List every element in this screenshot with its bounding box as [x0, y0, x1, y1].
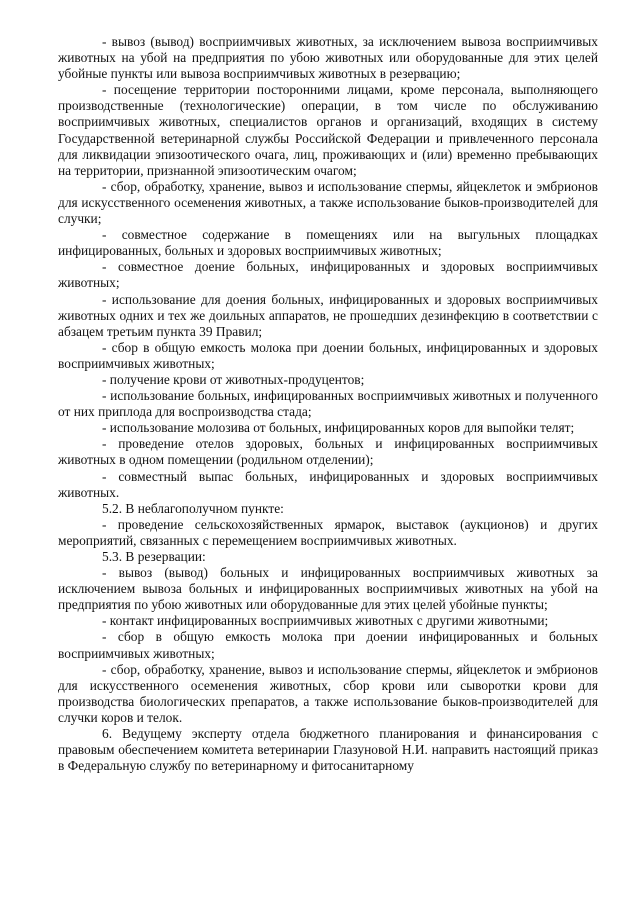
paragraph-item: - сбор, обработку, хранение, вывоз и использование спермы, яйцеклеток и эмбрионов для искусственного осеменения животных, сбор крови или сыворотки крови для производства биологических препаратов, а также использование быков-производителей для случки коров и телок. — [58, 661, 598, 725]
paragraph-item: - проведение сельскохозяйственных ярмарок, выставок (аукционов) и других мероприятий, связанных с перемещением восприимчивых животных. — [58, 516, 598, 548]
paragraph-item: - сбор в общую емкость молока при доении больных, инфицированных и здоровых восприимчивых животных; — [58, 339, 598, 371]
document-body — [58, 34, 598, 774]
paragraph-item: - посещение территории посторонними лицами, кроме персонала, выполняющего производственные (технологические) операции, в том числе по обслуживанию восприимчивых животных, специалистов органов и организаций, входящих в систему Государственной ветеринарной службы Российской Федерации и привлеченного персонала для ликвидации эпизоотического очага, лиц, проживающих и (или) временно пребывающих на территории, признанной эпизоотическим очагом; — [58, 82, 598, 178]
section-heading: 5.2. В неблагополучном пункте: — [102, 500, 284, 516]
paragraph-item: - совместное содержание в помещениях или на выгульных площадках инфицированных, больных и здоровых восприимчивых животных; — [58, 227, 598, 259]
paragraph-item: - использование больных, инфицированных восприимчивых животных и полученного от них приплода для воспроизводства стада; — [58, 388, 598, 420]
order-paragraph: 6. Ведущему эксперту отдела бюджетного планирования и финансирования с правовым обеспечением комитета ветеринарии Глазуновой Н.И. направить настоящий приказ в Федеральную службу по ветеринарному и фитосанитарному — [58, 726, 598, 774]
paragraph-item: - совместное доение больных, инфицированных и здоровых восприимчивых животных; — [58, 259, 598, 291]
paragraph-item: - совместный выпас больных, инфицированных и здоровых восприимчивых животных. — [58, 468, 598, 500]
paragraph-item: - сбор, обработку, хранение, вывоз и использование спермы, яйцеклеток и эмбрионов для искусственного осеменения животных, а также использование быков-производителей для случки; — [58, 178, 598, 227]
paragraph-item: - контакт инфицированных восприимчивых животных с другими животными; — [102, 613, 549, 629]
paragraph-item: - получение крови от животных-продуцентов; — [102, 371, 365, 387]
section-heading: 5.3. В резервации: — [102, 549, 206, 564]
paragraph-item: - использование для доения больных, инфицированных и здоровых восприимчивых животных одних и тех же доильных аппаратов, не прошедших дезинфекцию в соответствии с абзацем третьим пункта 39 Правил; — [58, 291, 598, 339]
paragraph-item: - вывоз (вывод) восприимчивых животных, за исключением вывоза восприимчивых животных на убой на предприятия по убою животных или оборудованные для этих целей убойные пункты или вывоза восприимчивых животных в резервацию; — [58, 34, 598, 82]
paragraph-item: - проведение отелов здоровых, больных и инфицированных восприимчивых животных в одном помещении (родильном отделении); — [58, 436, 598, 468]
paragraph-item: - сбор в общую емкость молока при доении инфицированных и больных восприимчивых животных; — [58, 629, 598, 661]
paragraph-item: - использование молозива от больных, инфицированных коров для выпойки телят; — [102, 420, 575, 436]
paragraph-item: - вывоз (вывод) больных и инфицированных восприимчивых животных за исключением вывоза больных и инфицированных восприимчивых животных на убой на предприятия по убою животных или оборудованные для этих целей убойные пункты; — [58, 565, 598, 613]
